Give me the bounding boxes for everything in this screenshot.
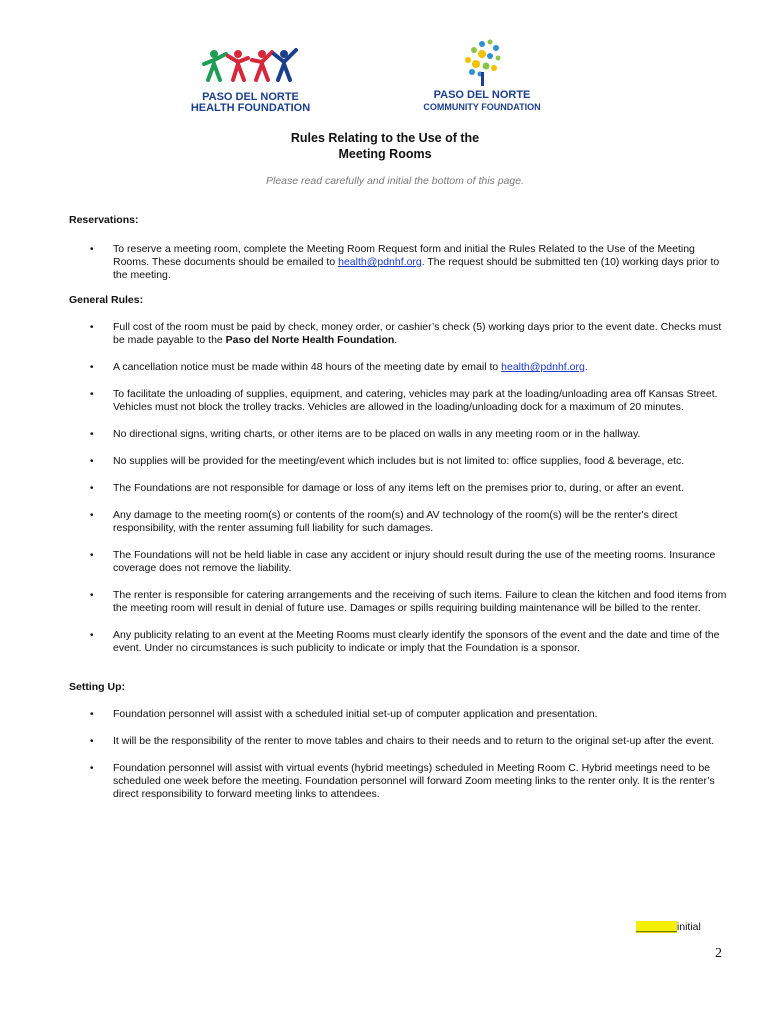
- payee-name: Paso del Norte Health Foundation: [225, 334, 395, 346]
- community-foundation-tree-icon: [412, 36, 552, 88]
- instruction-text: Please read carefully and initial the bottom of this page.: [266, 175, 524, 187]
- rules-content: [69, 214, 729, 801]
- bullet-icon: •: [90, 763, 94, 774]
- bullet-icon: •: [90, 244, 94, 255]
- document-title: [0, 130, 770, 162]
- list-item-text: The renter is responsible for catering arrangements and the receiving of such items. Failure to clean the kitchen and food items from the meeting room will result in denial of future use. Damages or spills requiring building maintenance will be billed to the renter.: [113, 589, 727, 614]
- initial-blank[interactable]: _______: [636, 921, 677, 933]
- initial-line[interactable]: [636, 921, 701, 933]
- list-item: [69, 629, 729, 655]
- health-foundation-logo: [178, 42, 328, 114]
- list-item-text: Full cost of the room must be paid by check, money order, or cashier’s check (5) working days prior to the event date. Checks must be made payable to the: [113, 321, 722, 346]
- bullet-icon: •: [90, 590, 94, 601]
- email-link[interactable]: health@pdnhf.org: [338, 256, 422, 268]
- bullet-icon: •: [90, 736, 94, 747]
- community-foundation-line2: COMMUNITY FOUNDATION: [423, 102, 541, 112]
- bullet-icon: •: [90, 709, 94, 720]
- list-item-text: To facilitate the unloading of supplies, equipment, and catering, vehicles may park at the loading/unloading area off Kansas Street. Vehicles must not block the trolley tracks. Vehicles are allowed in the loading/unloading dock for a maximum of 20 minutes.: [113, 388, 718, 413]
- title-line-2: Meeting Rooms: [338, 147, 432, 161]
- page-number: 2: [715, 946, 722, 961]
- list-item: [69, 708, 729, 721]
- list-item-text: The Foundations are not responsible for damage or loss of any items left on the premises prior to, during, or after an event.: [113, 482, 684, 494]
- list-item: [69, 509, 729, 535]
- bullet-icon: •: [90, 483, 94, 494]
- email-link[interactable]: health@pdnhf.org: [501, 361, 585, 373]
- list-item: [69, 243, 729, 282]
- initial-label: initial: [676, 921, 701, 933]
- general-rules-list: [69, 321, 729, 655]
- list-item-text: Any publicity relating to an event at the Meeting Rooms must clearly identify the sponsors of the event and the date and time of the event. Under no circumstances is such publicity to indicate or imply that the Foundation is a sponsor.: [113, 629, 720, 654]
- list-item: [69, 428, 729, 441]
- health-foundation-line1: PASO DEL NORTE: [202, 91, 299, 103]
- reservations-heading: Reservations:: [69, 214, 139, 226]
- list-item: [69, 321, 729, 347]
- health-foundation-figures-icon: [178, 42, 323, 90]
- list-item: [69, 549, 729, 575]
- list-item-text: To reserve a meeting room, complete the Meeting Room Request form and initial the Rules Related to the Use of the Meeting Rooms. These documents should be emailed to: [113, 243, 695, 268]
- health-foundation-line2: HEALTH FOUNDATION: [190, 102, 311, 114]
- list-item-text: The Foundations will not be held liable in case any accident or injury should result during the use of the meeting rooms. Insurance coverage does not remove the liability.: [113, 549, 716, 574]
- list-item: [69, 482, 729, 495]
- list-item: [69, 762, 729, 801]
- bullet-icon: •: [90, 362, 94, 373]
- list-item-text: .: [584, 361, 588, 373]
- bullet-icon: •: [90, 389, 94, 400]
- list-item: [69, 735, 729, 748]
- general-rules-heading: General Rules:: [69, 294, 144, 306]
- bullet-icon: •: [90, 550, 94, 561]
- list-item-text: Any damage to the meeting room(s) or contents of the room(s) and AV technology of the room(s) will be the renter's direct responsibility, with the renter assuming full liability for such damages.: [113, 509, 678, 534]
- bullet-icon: •: [90, 322, 94, 333]
- setting-up-list: [69, 708, 729, 801]
- bullet-icon: •: [90, 429, 94, 440]
- list-item: [69, 361, 729, 374]
- bullet-icon: •: [90, 456, 94, 467]
- community-foundation-logo: [412, 36, 557, 116]
- list-item: [69, 388, 729, 414]
- list-item-text: No directional signs, writing charts, or other items are to be placed on walls in any meeting room or in the hallway.: [113, 428, 641, 440]
- community-foundation-line1: PASO DEL NORTE: [433, 89, 531, 101]
- list-item-text: .: [394, 334, 398, 346]
- list-item-text: . The request should be submitted ten (10) working days prior to the meeting.: [113, 256, 720, 281]
- list-item: [69, 455, 729, 468]
- reservations-list: [69, 243, 729, 282]
- bullet-icon: •: [90, 510, 94, 521]
- list-item-text: Foundation personnel will assist with a scheduled initial set-up of computer application and presentation.: [113, 708, 598, 720]
- title-line-1: Rules Relating to the Use of the: [290, 131, 480, 145]
- list-item-text: No supplies will be provided for the meeting/event which includes but is not limited to: office supplies, food & beverage, etc.: [113, 455, 685, 467]
- list-item-text: Foundation personnel will assist with virtual events (hybrid meetings) scheduled in Meeting Room C. Hybrid meetings need to be scheduled one week before the meeting. Foundation personnel will forward Zoom meeting links to the renter only. It is the renter’s direct responsibility to forward meeting links to attendees.: [113, 762, 715, 800]
- setting-up-heading: Setting Up:: [69, 681, 125, 693]
- logo-header: [0, 36, 770, 116]
- list-item-text: It will be the responsibility of the renter to move tables and chairs to their needs and to return to the original set-up after the event.: [113, 735, 715, 747]
- list-item-text: A cancellation notice must be made within 48 hours of the meeting date by email to: [113, 361, 502, 373]
- bullet-icon: •: [90, 630, 94, 641]
- list-item: [69, 589, 729, 615]
